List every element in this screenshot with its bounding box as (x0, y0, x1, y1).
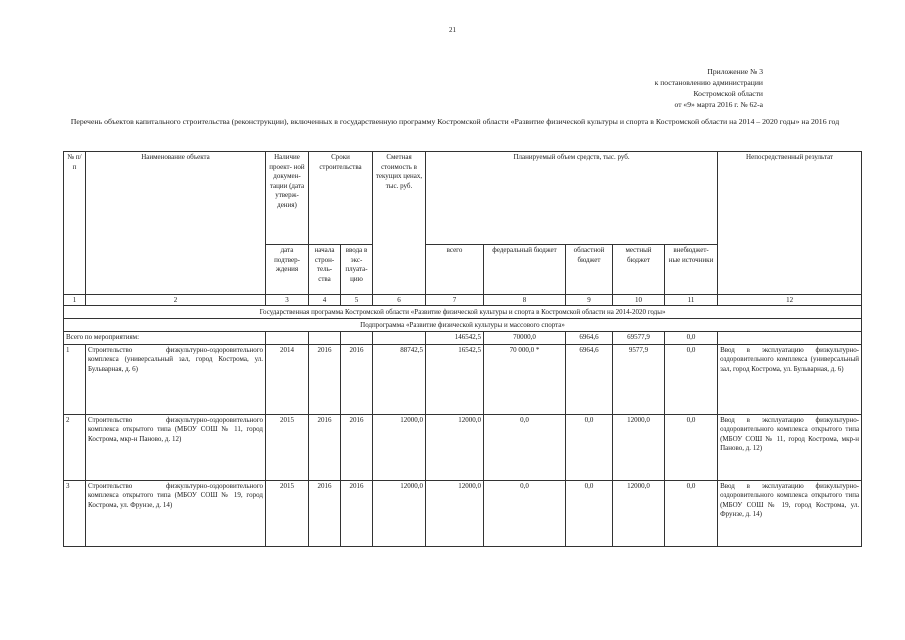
header-extra: внебюджет- ные источники (665, 245, 718, 295)
row-result: Ввод в эксплуатацию физкультурно-оздоровительного комплекса открытого типа (МБОУ СОШ № 19, город Кострома, ул. Фрунзе, д. 14) (718, 480, 862, 546)
row-total: 12000,0 (426, 414, 484, 480)
row-result: Ввод в эксплуатацию физкультурно-оздоровительного комплекса (универсальный зал, город Кострома, ул. Бульварная, д. 6) (718, 344, 862, 414)
row-num: 1 (64, 344, 86, 414)
appendix-line-3: Костромской области (693, 89, 763, 98)
appendix-line-4: от «9» марта 2016 г. № 62-а (674, 100, 763, 109)
row-docs: 2014 (266, 344, 309, 414)
row-total: 16542,5 (426, 344, 484, 414)
row-total: 12000,0 (426, 480, 484, 546)
totals-local: 69577,9 (613, 332, 665, 345)
totals-regional: 6964,6 (566, 332, 613, 345)
totals-empty (341, 332, 373, 345)
appendix-block (593, 66, 763, 110)
header-docs-date: дата подтвер- ждения (266, 245, 309, 295)
row-name: Строительство физкультурно-оздоровительного комплекса открытого типа (МБОУ СОШ № 19, город Кострома, ул. Фрунзе, д. 14) (86, 480, 266, 546)
row-commission: 2016 (341, 414, 373, 480)
totals-extra: 0,0 (665, 332, 718, 345)
header-docs: Наличие проект- ной докумен- тации (дата утверж- дения) (266, 152, 309, 245)
totals-empty (718, 332, 862, 345)
table-row (64, 414, 862, 480)
colnum: 1 (64, 295, 86, 306)
row-federal: 0,0 (484, 414, 566, 480)
row-commission: 2016 (341, 480, 373, 546)
totals-label: Всего по мероприятиям: (64, 332, 266, 345)
row-name: Строительство физкультурно-оздоровительного комплекса (универсальный зал, город Кострома, ул. Бульварная, д. 6) (86, 344, 266, 414)
appendix-line-1: Приложение № 3 (707, 67, 763, 76)
row-extra: 0,0 (665, 414, 718, 480)
colnum: 6 (373, 295, 426, 306)
row-commission: 2016 (341, 344, 373, 414)
header-federal: федеральный бюджет (484, 245, 566, 295)
header-terms: Сроки строительства (309, 152, 373, 245)
row-start: 2016 (309, 414, 341, 480)
row-cost: 88742,5 (373, 344, 426, 414)
header-regional: областной бюджет (566, 245, 613, 295)
totals-total: 146542,5 (426, 332, 484, 345)
header-num: № п/п (64, 152, 86, 295)
row-docs: 2015 (266, 480, 309, 546)
colnum: 2 (86, 295, 266, 306)
program-title: Государственная программа Костромской области «Развитие физической культуры и спорта в Костромской области на 2014-2020 годы» (64, 306, 862, 319)
row-regional: 0,0 (566, 480, 613, 546)
row-federal: 0,0 (484, 480, 566, 546)
row-local: 12000,0 (613, 480, 665, 546)
header-result: Непосредственный результат (718, 152, 862, 295)
header-planned: Планируемый объем средств, тыс. руб. (426, 152, 718, 245)
header-cost: Сметная стоимость в текущих ценах, тыс. руб. (373, 152, 426, 295)
row-federal: 70 000,0 * (484, 344, 566, 414)
colnum: 7 (426, 295, 484, 306)
table-row (64, 480, 862, 546)
row-num: 3 (64, 480, 86, 546)
totals-empty (373, 332, 426, 345)
totals-empty (266, 332, 309, 345)
page-number: 21 (449, 26, 456, 34)
table-row (64, 344, 862, 414)
row-result: Ввод в эксплуатацию физкультурно-оздоровительного комплекса открытого типа (МБОУ СОШ № 11, город Кострома, мкр-н Паново, д. 12) (718, 414, 862, 480)
row-local: 9577,9 (613, 344, 665, 414)
header-local: местный бюджет (613, 245, 665, 295)
row-start: 2016 (309, 480, 341, 546)
row-regional: 0,0 (566, 414, 613, 480)
header-row-1 (64, 152, 862, 245)
totals-federal: 70000,0 (484, 332, 566, 345)
header-start: начала строн- тель- ства (309, 245, 341, 295)
row-start: 2016 (309, 344, 341, 414)
totals-row (64, 332, 862, 345)
colnum: 8 (484, 295, 566, 306)
appendix-line-2: к постановлению администрации (654, 78, 763, 87)
row-num: 2 (64, 414, 86, 480)
colnum: 5 (341, 295, 373, 306)
column-numbers-row (64, 295, 862, 306)
colnum: 3 (266, 295, 309, 306)
colnum: 9 (566, 295, 613, 306)
colnum: 11 (665, 295, 718, 306)
row-name: Строительство физкультурно-оздоровительного комплекса открытого типа (МБОУ СОШ № 11, город Кострома, мкр-н Паново, д. 12) (86, 414, 266, 480)
row-cost: 12000,0 (373, 414, 426, 480)
header-total: всего (426, 245, 484, 295)
row-local: 12000,0 (613, 414, 665, 480)
row-regional: 6964,6 (566, 344, 613, 414)
colnum: 12 (718, 295, 862, 306)
colnum: 10 (613, 295, 665, 306)
row-extra: 0,0 (665, 480, 718, 546)
subprogram-title: Подпрограмма «Развитие физической культуры и массового спорта» (64, 319, 862, 332)
header-name: Наименование объекта (86, 152, 266, 295)
row-cost: 12000,0 (373, 480, 426, 546)
row-extra: 0,0 (665, 344, 718, 414)
row-docs: 2015 (266, 414, 309, 480)
colnum: 4 (309, 295, 341, 306)
program-row (64, 306, 862, 319)
subprogram-row (64, 319, 862, 332)
objects-table (63, 151, 862, 547)
header-commission: ввода в экс- плуата- цию (341, 245, 373, 295)
totals-empty (309, 332, 341, 345)
document-title: Перечень объектов капитального строительства (реконструкции), включенных в государственную программу Костромской области «Развитие физической культуры и спорта в Костромской области на 2014 – 2020 годы» на 2016 год (70, 117, 840, 126)
